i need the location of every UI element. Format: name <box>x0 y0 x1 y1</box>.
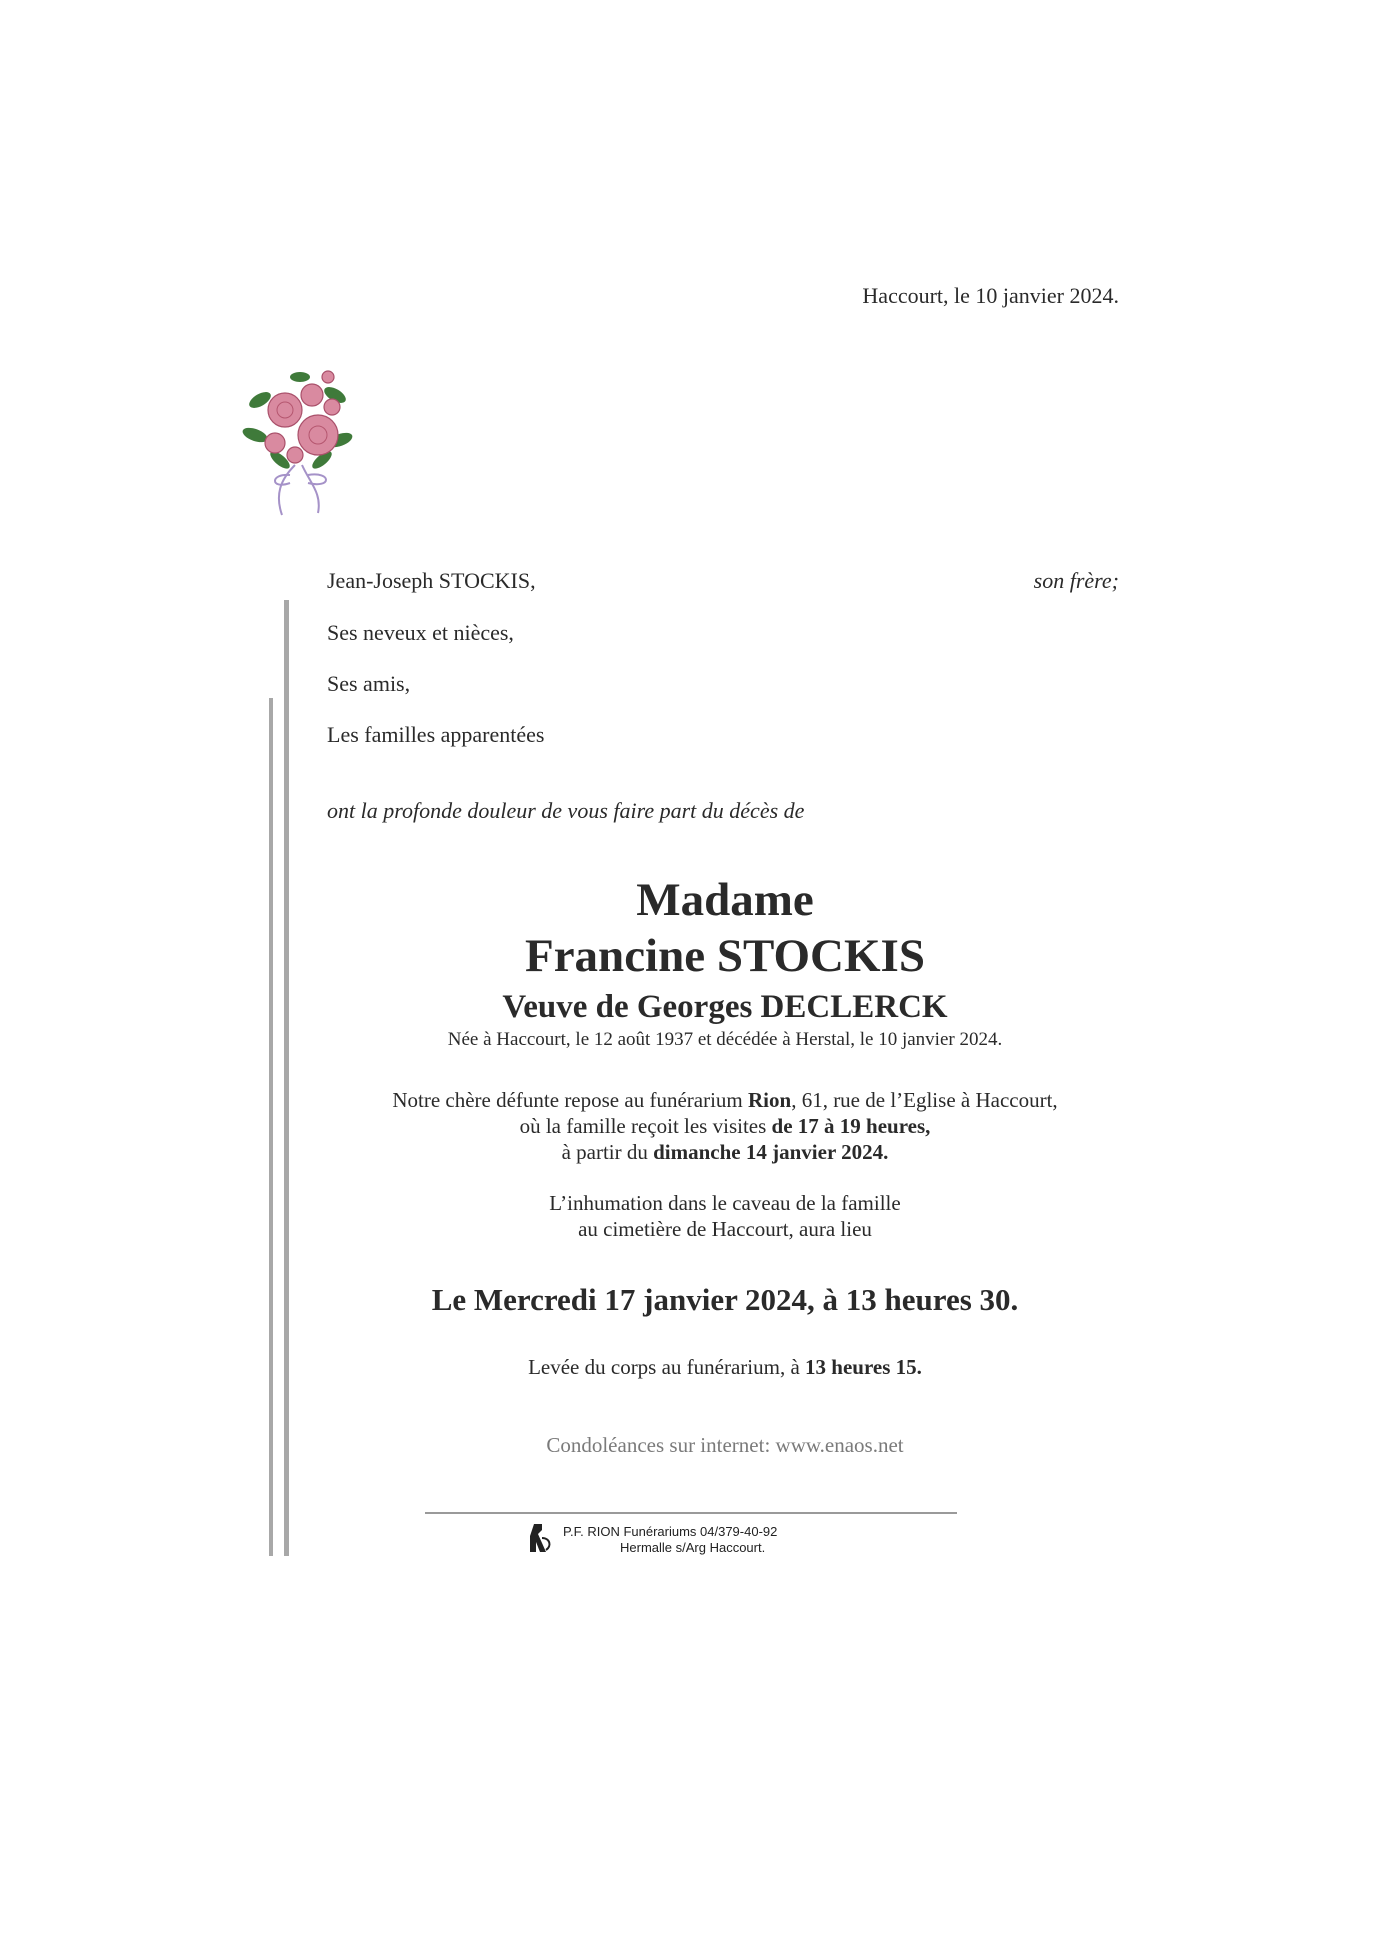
deceased-title: Madame <box>636 874 814 926</box>
burial-info: L’inhumation dans le caveau de la famille au cimetière de Haccourt, aura lieu <box>549 1191 901 1241</box>
place-date: Haccourt, le 10 janvier 2024. <box>862 283 1119 308</box>
widow-of: Veuve de Georges DECLERCK <box>502 989 948 1025</box>
levee-info: Levée du corps au funérarium, à 13 heures 15. <box>528 1355 922 1379</box>
rose-bouquet-icon <box>240 365 360 525</box>
funeral-home-logo-icon <box>528 1522 554 1554</box>
family-line: Ses amis, <box>327 671 411 696</box>
deceased-name: Francine STOCKIS <box>524 930 925 982</box>
family-line: Les familles apparentées <box>327 722 545 747</box>
intro-text: ont la profonde douleur de vous faire part du décès de <box>327 798 805 823</box>
family-line: Jean-Joseph STOCKIS, <box>327 568 536 593</box>
footer-divider <box>425 1512 957 1514</box>
relation-label: son frère; <box>1033 568 1119 593</box>
vertical-rule <box>284 600 289 1556</box>
family-line: Ses neveux et nièces, <box>327 620 514 645</box>
ceremony-date: Le Mercredi 17 janvier 2024, à 13 heures 30. <box>431 1282 1019 1317</box>
birth-death-dates: Née à Haccourt, le 12 août 1937 et décédée à Herstal, le 10 janvier 2024. <box>447 1029 1003 1050</box>
funeral-home-info: P.F. RION Funérariums 04/379-40-92 Hermalle s/Arg Haccourt. <box>563 1524 778 1555</box>
vertical-rule <box>269 698 273 1556</box>
condolences-link[interactable]: Condoléances sur internet: www.enaos.net <box>546 1433 904 1457</box>
visitation-info: Notre chère défunte repose au funérarium Rion, 61, rue de l’Eglise à Haccourt, où la famille reçoit les visites de 17 à 19 heures, à partir du dimanche 14 janvier 2024. <box>392 1088 1058 1164</box>
